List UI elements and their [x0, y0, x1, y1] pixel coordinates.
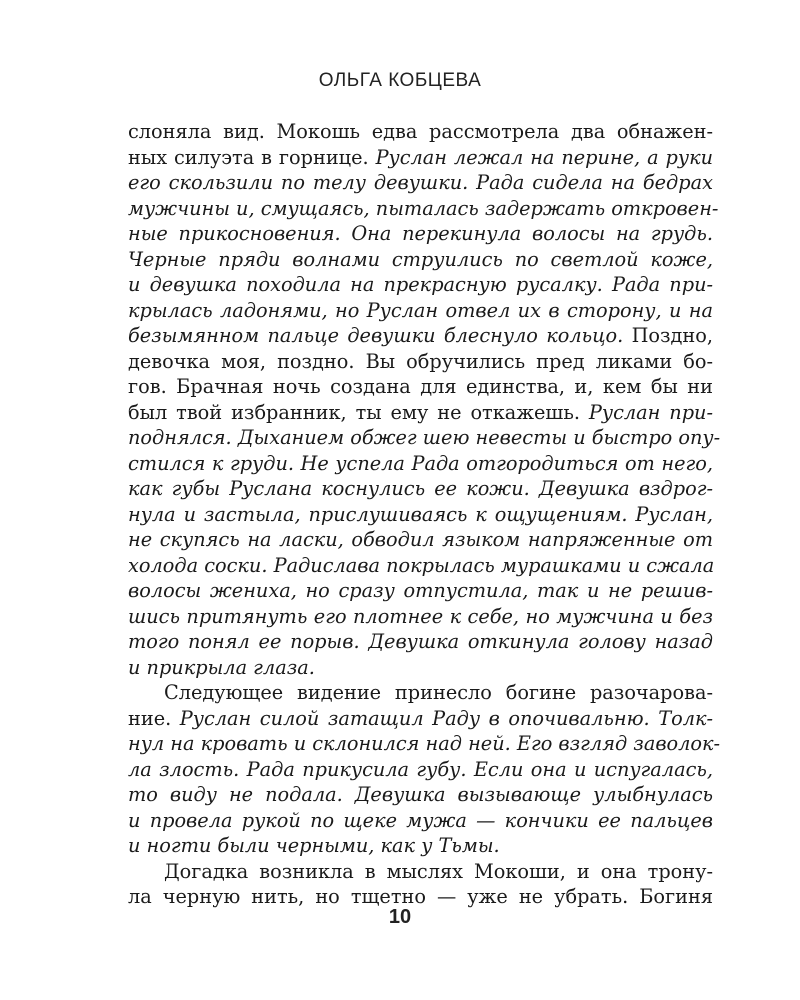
- running-header: ОЛЬГА КОБЦЕВА: [318, 70, 482, 91]
- text-line: [128, 451, 713, 477]
- italic-text-segment: шись притянуть его плотнее к себе, но мужчина и без: [128, 604, 713, 628]
- text-line: [128, 731, 721, 757]
- italic-text-segment: и прикрыла глаза.: [128, 655, 315, 679]
- text-line: [128, 349, 713, 375]
- text-line: [128, 298, 713, 324]
- text-segment: Догадка возникла в мыслях Мокоши, и она трону-: [164, 859, 713, 883]
- text-line: [128, 553, 713, 579]
- text-line: [128, 476, 713, 502]
- text-segment: ла черную нить, но тщетно — уже не убрать. Богиня: [128, 885, 713, 908]
- italic-text-segment: нул на кровать и склонился над ней. Его взгляд заволок-: [128, 732, 721, 755]
- italic-text-segment: его скользили по телу девушки. Рада сидела на бедрах: [128, 171, 713, 194]
- italic-text-segment: Руслан лежал на перине, а руки: [375, 145, 714, 169]
- text-line: [128, 782, 713, 808]
- text-line: [128, 400, 713, 426]
- text-line: [128, 145, 713, 171]
- text-line: [128, 655, 713, 681]
- text-segment: ние.: [128, 706, 180, 730]
- text-line: [128, 706, 713, 732]
- text-line: [128, 680, 713, 706]
- text-line: [128, 196, 719, 222]
- italic-text-segment: Руслан силой затащил Раду в опочивальню. Толк-: [179, 706, 713, 730]
- italic-text-segment: волосы жениха, но сразу отпустила, так и не решив-: [128, 579, 713, 602]
- text-segment: слоняла вид. Мокошь едва рассмотрела два обнажен-: [128, 120, 713, 143]
- text-segment: был твой избранник, ты ему не откажешь.: [128, 400, 589, 424]
- italic-text-segment: то виду не подала. Девушка вызывающе улыбнулась: [128, 783, 713, 806]
- text-line: [128, 247, 713, 273]
- italic-text-segment: стился к груди. Не успела Рада отгородиться от него,: [128, 451, 713, 475]
- text-segment: гов. Брачная ночь создана для единства, и, кем бы ни: [128, 375, 713, 398]
- text-segment: ных силуэта в горнице.: [128, 145, 376, 169]
- italic-text-segment: ные прикосновения. Она перекинула волосы на грудь.: [128, 222, 713, 245]
- italic-text-segment: ла злость. Рада прикусила губу. Если она и испугалась,: [128, 757, 713, 781]
- page-number: 10: [388, 906, 412, 928]
- text-segment: девочка моя, поздно. Вы обручились пред ликами бо-: [128, 349, 713, 373]
- text-segment: Поздно,: [623, 324, 714, 347]
- text-line: [128, 374, 713, 400]
- italic-text-segment: поднялся. Дыханием обжег шею невесты и быстро опу-: [128, 426, 721, 449]
- text-line: [128, 833, 713, 859]
- text-line: [128, 578, 713, 604]
- italic-text-segment: безымянном пальце девушки блеснуло кольцо.: [128, 324, 624, 347]
- italic-text-segment: и ногти были черными, как у Тьмы.: [128, 834, 500, 857]
- italic-text-segment: не скупясь на ласки, обводил языком напряженные от: [128, 528, 713, 551]
- text-line: [128, 170, 713, 196]
- text-line: [128, 527, 713, 553]
- text-line: [128, 808, 713, 834]
- italic-text-segment: Черные пряди волнами струились по светлой коже,: [128, 247, 713, 271]
- text-segment: Следующее видение принесло богине разочарова-: [164, 681, 713, 704]
- italic-text-segment: нула и застыла, прислушиваясь к ощущениям. Руслан,: [128, 502, 713, 526]
- italic-text-segment: крылась ладонями, но Руслан отвел их в сторону, и на: [128, 298, 713, 322]
- italic-text-segment: и девушка походила на прекрасную русалку. Рада при-: [128, 273, 713, 296]
- italic-text-segment: мужчины и, смущаясь, пыталась задержать откровен-: [128, 196, 719, 220]
- text-line: [128, 604, 713, 630]
- text-line: [128, 502, 713, 528]
- text-line: [128, 757, 713, 783]
- text-line: [128, 323, 713, 349]
- text-line: [128, 629, 713, 655]
- text-line: [128, 859, 713, 885]
- body-text: [128, 119, 721, 910]
- text-line: [128, 221, 713, 247]
- italic-text-segment: холода соски. Радислава покрылась мурашками и сжала: [128, 553, 715, 577]
- italic-text-segment: Руслан при-: [588, 400, 713, 424]
- text-line: [128, 119, 713, 145]
- italic-text-segment: и провела рукой по щеке мужа — кончики ее пальцев: [128, 808, 713, 832]
- italic-text-segment: того понял ее порыв. Девушка откинула голову назад: [128, 630, 713, 653]
- text-line: [128, 425, 721, 451]
- text-line: [128, 272, 713, 298]
- italic-text-segment: как губы Руслана коснулись ее кожи. Девушка вздрог-: [128, 477, 713, 500]
